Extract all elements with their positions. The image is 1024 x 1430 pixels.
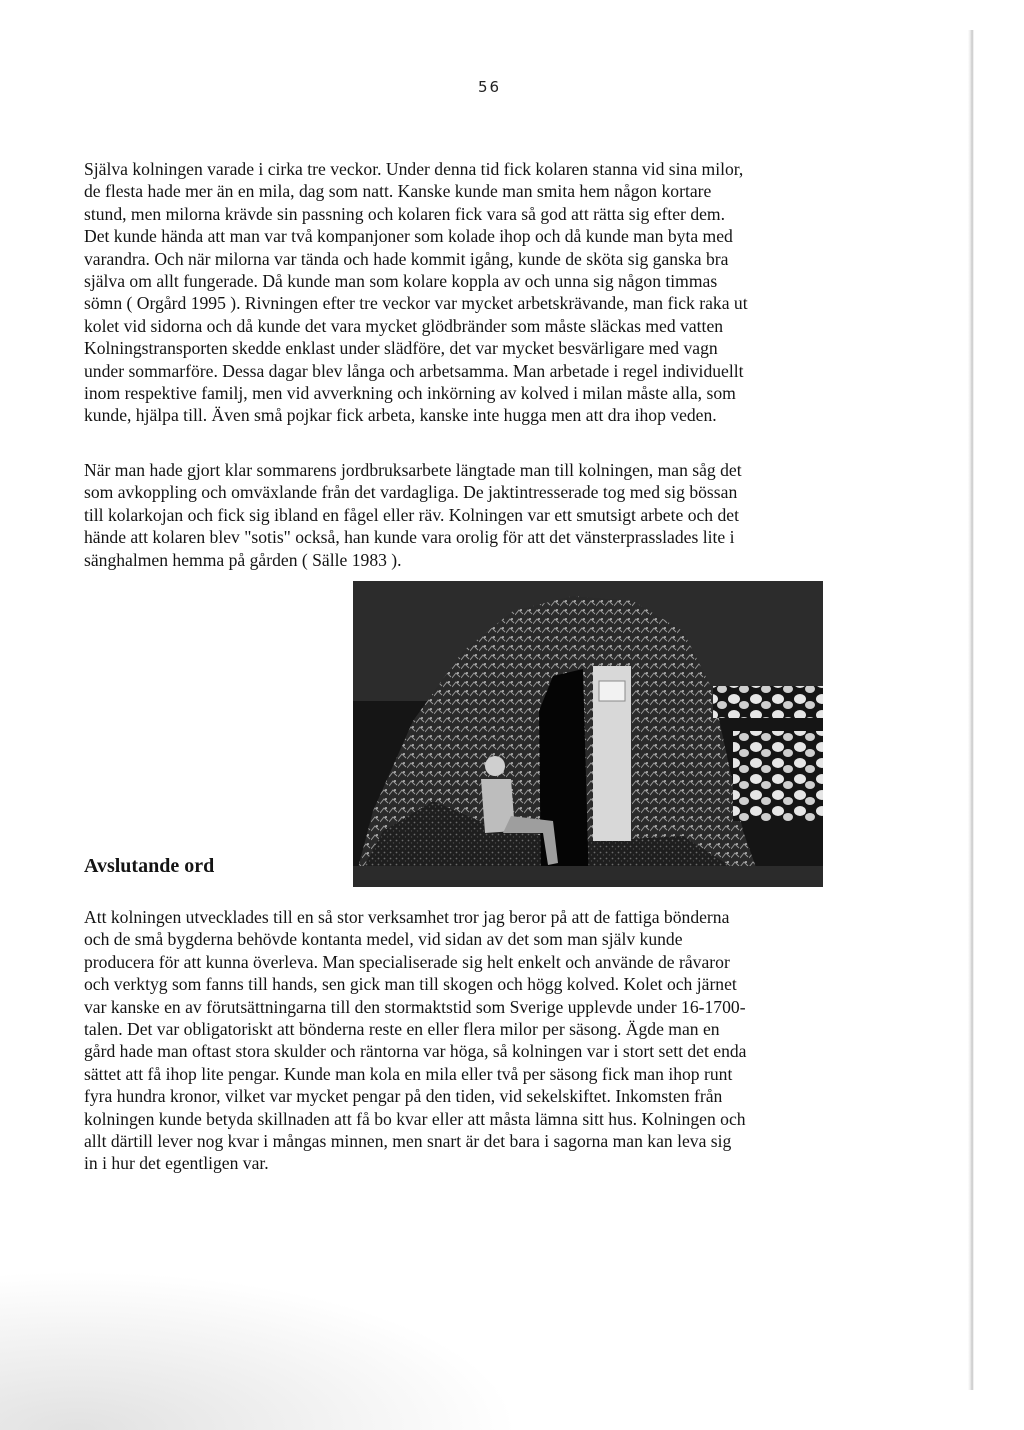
- text-line: När man hade gjort klar sommarens jordbruksarbete längtade man till kolningen, man såg det: [84, 460, 742, 480]
- text-line: inom respektive familj, men vid avverkning och inkörning av kolved i milan måste alla, som: [84, 383, 736, 404]
- text-line: kunde, hjälpa till. Även små pojkar fick arbeta, kanske inte hugga men att dra ihop veden.: [84, 405, 717, 426]
- text-line: gård hade man oftast stora skulder och räntorna var höga, så kolningen var i stort sett det enda: [84, 1041, 747, 1062]
- text-line: sänghalmen hemma på gården ( Sälle 1983 ).: [84, 549, 402, 570]
- text-line: kolet vid sidorna och då kunde det vara mycket glödbränder som måste släckas med vatten: [84, 315, 724, 336]
- text-line: fyra hundra kronor, vilket var mycket pengar på den tiden, vid sekelskiftet. Inkomsten från: [84, 1086, 723, 1107]
- text-line: varandra. Och när milorna var tända och hade kommit igång, kunde de sköta sig ganska bra: [84, 248, 729, 269]
- text-line: Att kolningen utvecklades till en så stor verksamhet tror jag beror på att de fattiga bönderna: [84, 907, 730, 927]
- text-line: kolningen kunde betyda skillnaden att få bo kvar eller att måsta lämna sitt hus. Kolningen och: [84, 1108, 746, 1129]
- text-line: producera för att kunna överleva. Man specialiserade sig helt enkelt och använde de råvaror: [84, 951, 730, 972]
- text-line: Själva kolningen varade i cirka tre veckor. Under denna tid fick kolaren stanna vid sina milor,: [84, 159, 744, 179]
- text-line: de flesta hade mer än en mila, dag som natt. Kanske kunde man smita hem någon kortare: [84, 181, 712, 202]
- paragraph-kolning-leisure: [84, 459, 856, 571]
- text-line: stund, men milorna krävde sin passning och kolaren fick vara så god att rätta sig efter dem.: [84, 203, 726, 224]
- text-line: allt därtill lever nog kvar i mångas minnen, men snart är det bara i sagorna man kan leva sig: [84, 1131, 732, 1152]
- page-number: 56: [478, 78, 502, 96]
- text-line: Kolningstransporten skedde enklast under slädföre, det var mycket besvärligare med vagn: [84, 338, 718, 359]
- text-line: in i hur det egentligen var.: [84, 1153, 269, 1174]
- text-line: själva om allt fungerade. Då kunde man som kolare koppla av och unna sig någon timmas: [84, 271, 718, 292]
- page-edge-shadow: [968, 30, 974, 1390]
- kolarkoja-photo-graphic: [353, 581, 823, 887]
- section-heading: Avslutande ord: [84, 855, 215, 877]
- text-line: som avkoppling och omväxlande från det vardagliga. De jaktintresserade tog med sig bössan: [84, 482, 738, 503]
- text-line: under sommarföre. Dessa dagar blev långa och arbetsamma. Man arbetade i regel individuellt: [84, 360, 744, 381]
- scan-shade: [0, 1270, 520, 1430]
- text-line: var kanske en av förutsättningarna till den stormaktstid som Sverige upplevde under 16-1700-: [84, 996, 746, 1017]
- text-line: och verktyg som fanns till hands, sen gick man till skogen och högg kolved. Kolet och järnet: [84, 974, 737, 995]
- paragraph-avslutande-ord: [84, 906, 856, 1175]
- paragraph-kolning-duration: [84, 158, 856, 427]
- text-line: sättet att få ihop lite pengar. Kunde man kola en mila eller två per säsong fick man ihop runt: [84, 1063, 733, 1084]
- text-line: sömn ( Orgård 1995 ). Rivningen efter tre veckor var mycket arbetskrävande, man fick raka ut: [84, 293, 748, 314]
- kolarkoja-photo: [353, 581, 823, 887]
- text-line: talen. Det var obligatoriskt att bönderna reste en eller flera milor per säsong. Ägde man en: [84, 1019, 720, 1040]
- text-line: hände att kolaren blev "sotis" också, han kunde vara orolig för att det vänsterprasslades lite i: [84, 527, 735, 548]
- text-line: till kolarkojan och fick sig ibland en fågel eller räv. Kolningen var ett smutsigt arbete och det: [84, 504, 739, 525]
- text-line: Det kunde hända att man var två kompanjoner som kolade ihop och då kunde man byta med: [84, 226, 733, 247]
- text-line: och de små bygderna behövde kontanta medel, vid sidan av det som man själv kunde: [84, 929, 683, 950]
